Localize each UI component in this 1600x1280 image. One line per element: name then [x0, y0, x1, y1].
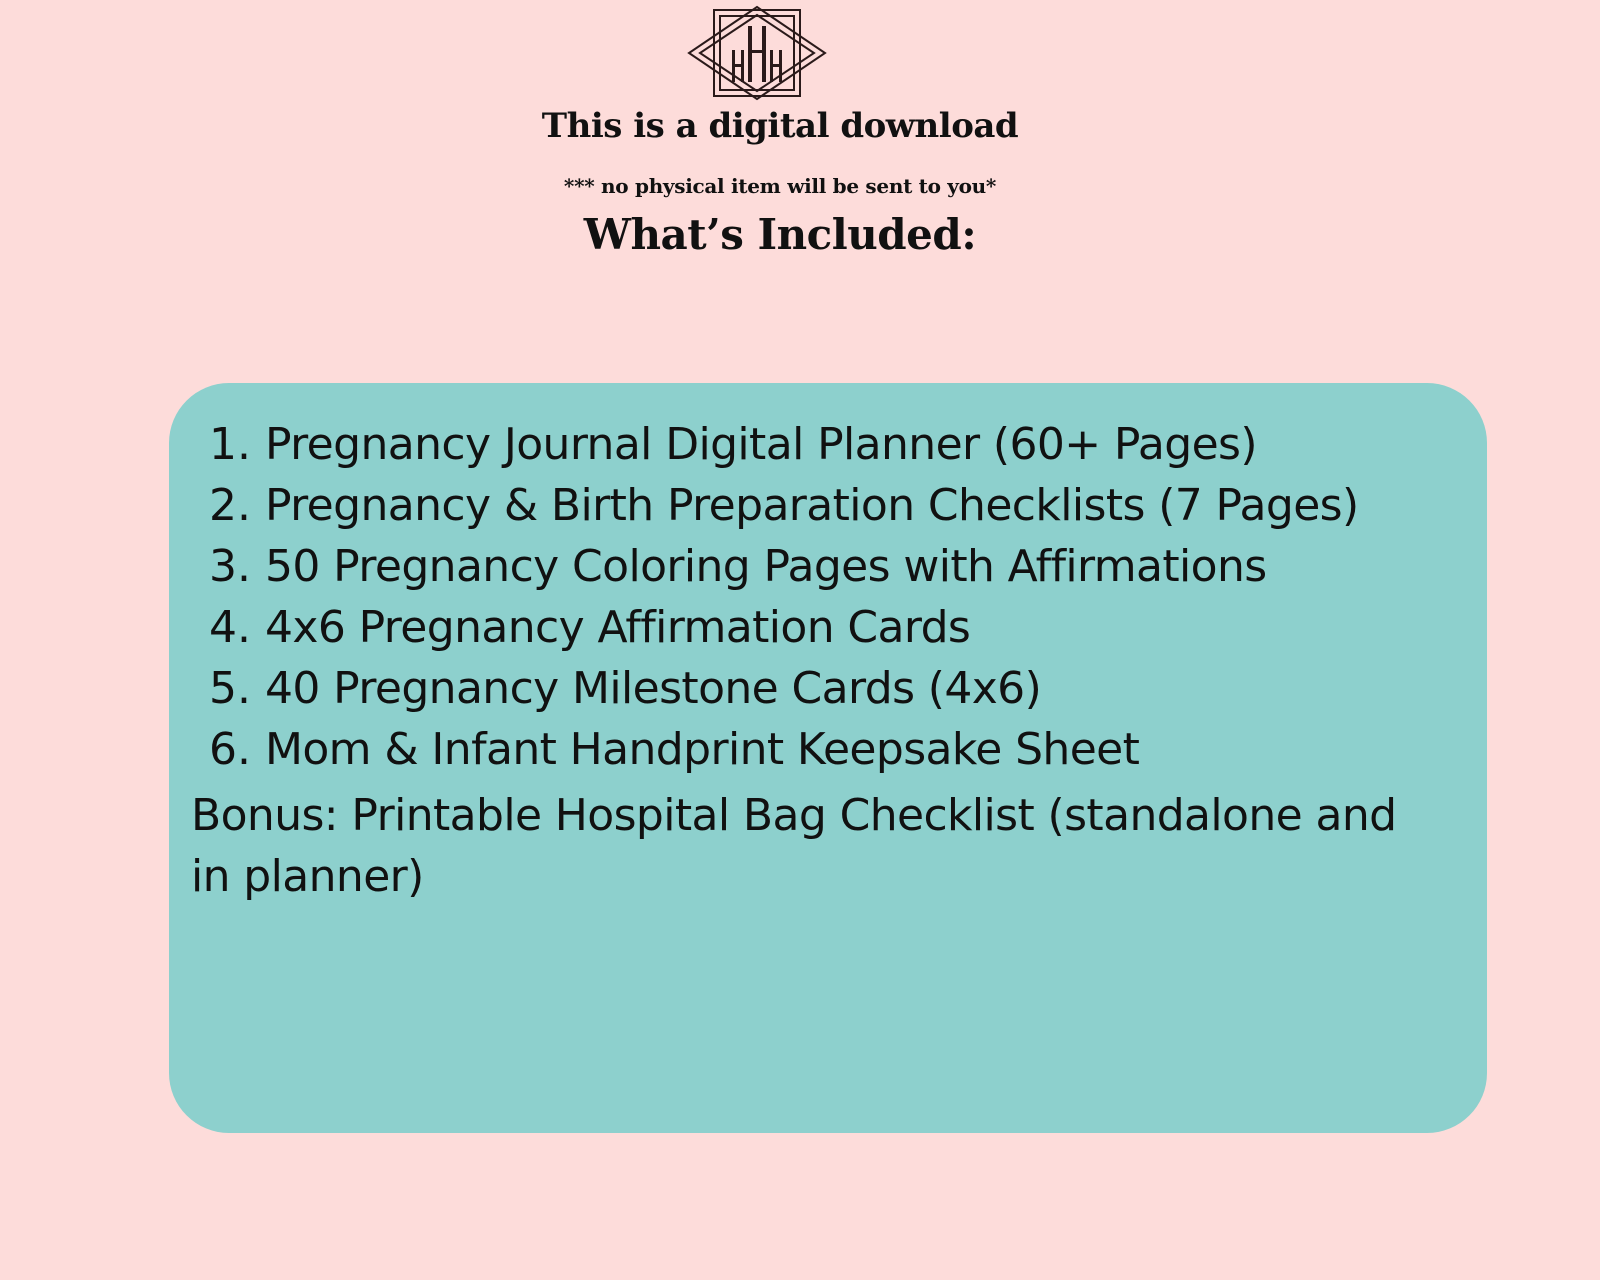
item-text: 4x6 Pregnancy Affirmation Cards	[265, 602, 971, 653]
digital-download-title: This is a digital download	[541, 106, 1019, 146]
item-text: 50 Pregnancy Coloring Pages with Affirmations	[265, 541, 1267, 592]
monogram-logo-icon	[686, 4, 828, 102]
item-number: 1.	[209, 419, 251, 470]
item-text: 40 Pregnancy Milestone Cards (4x6)	[265, 663, 1042, 714]
included-items-list	[191, 419, 1471, 907]
item-text: Pregnancy & Birth Preparation Checklists (7 Pages)	[265, 480, 1359, 531]
list-item	[191, 724, 1471, 785]
no-physical-item-notice: *** no physical item will be sent to you*	[563, 174, 997, 198]
whats-included-heading: What’s Included:	[583, 210, 977, 259]
list-item	[191, 663, 1471, 724]
item-number: 4.	[209, 602, 251, 653]
item-text: Mom & Infant Handprint Keepsake Sheet	[265, 724, 1140, 775]
list-item	[191, 419, 1471, 480]
item-number: 5.	[209, 663, 251, 714]
item-number: 3.	[209, 541, 251, 592]
item-text: Pregnancy Journal Digital Planner (60+ Pages)	[265, 419, 1257, 470]
item-number: 2.	[209, 480, 251, 531]
list-item	[191, 602, 1471, 663]
list-item	[191, 541, 1471, 602]
included-items-panel	[169, 383, 1487, 1133]
item-number: 6.	[209, 724, 251, 775]
bonus-item: Bonus: Printable Hospital Bag Checklist (standalone and in planner)	[191, 790, 1397, 902]
list-item	[191, 480, 1471, 541]
